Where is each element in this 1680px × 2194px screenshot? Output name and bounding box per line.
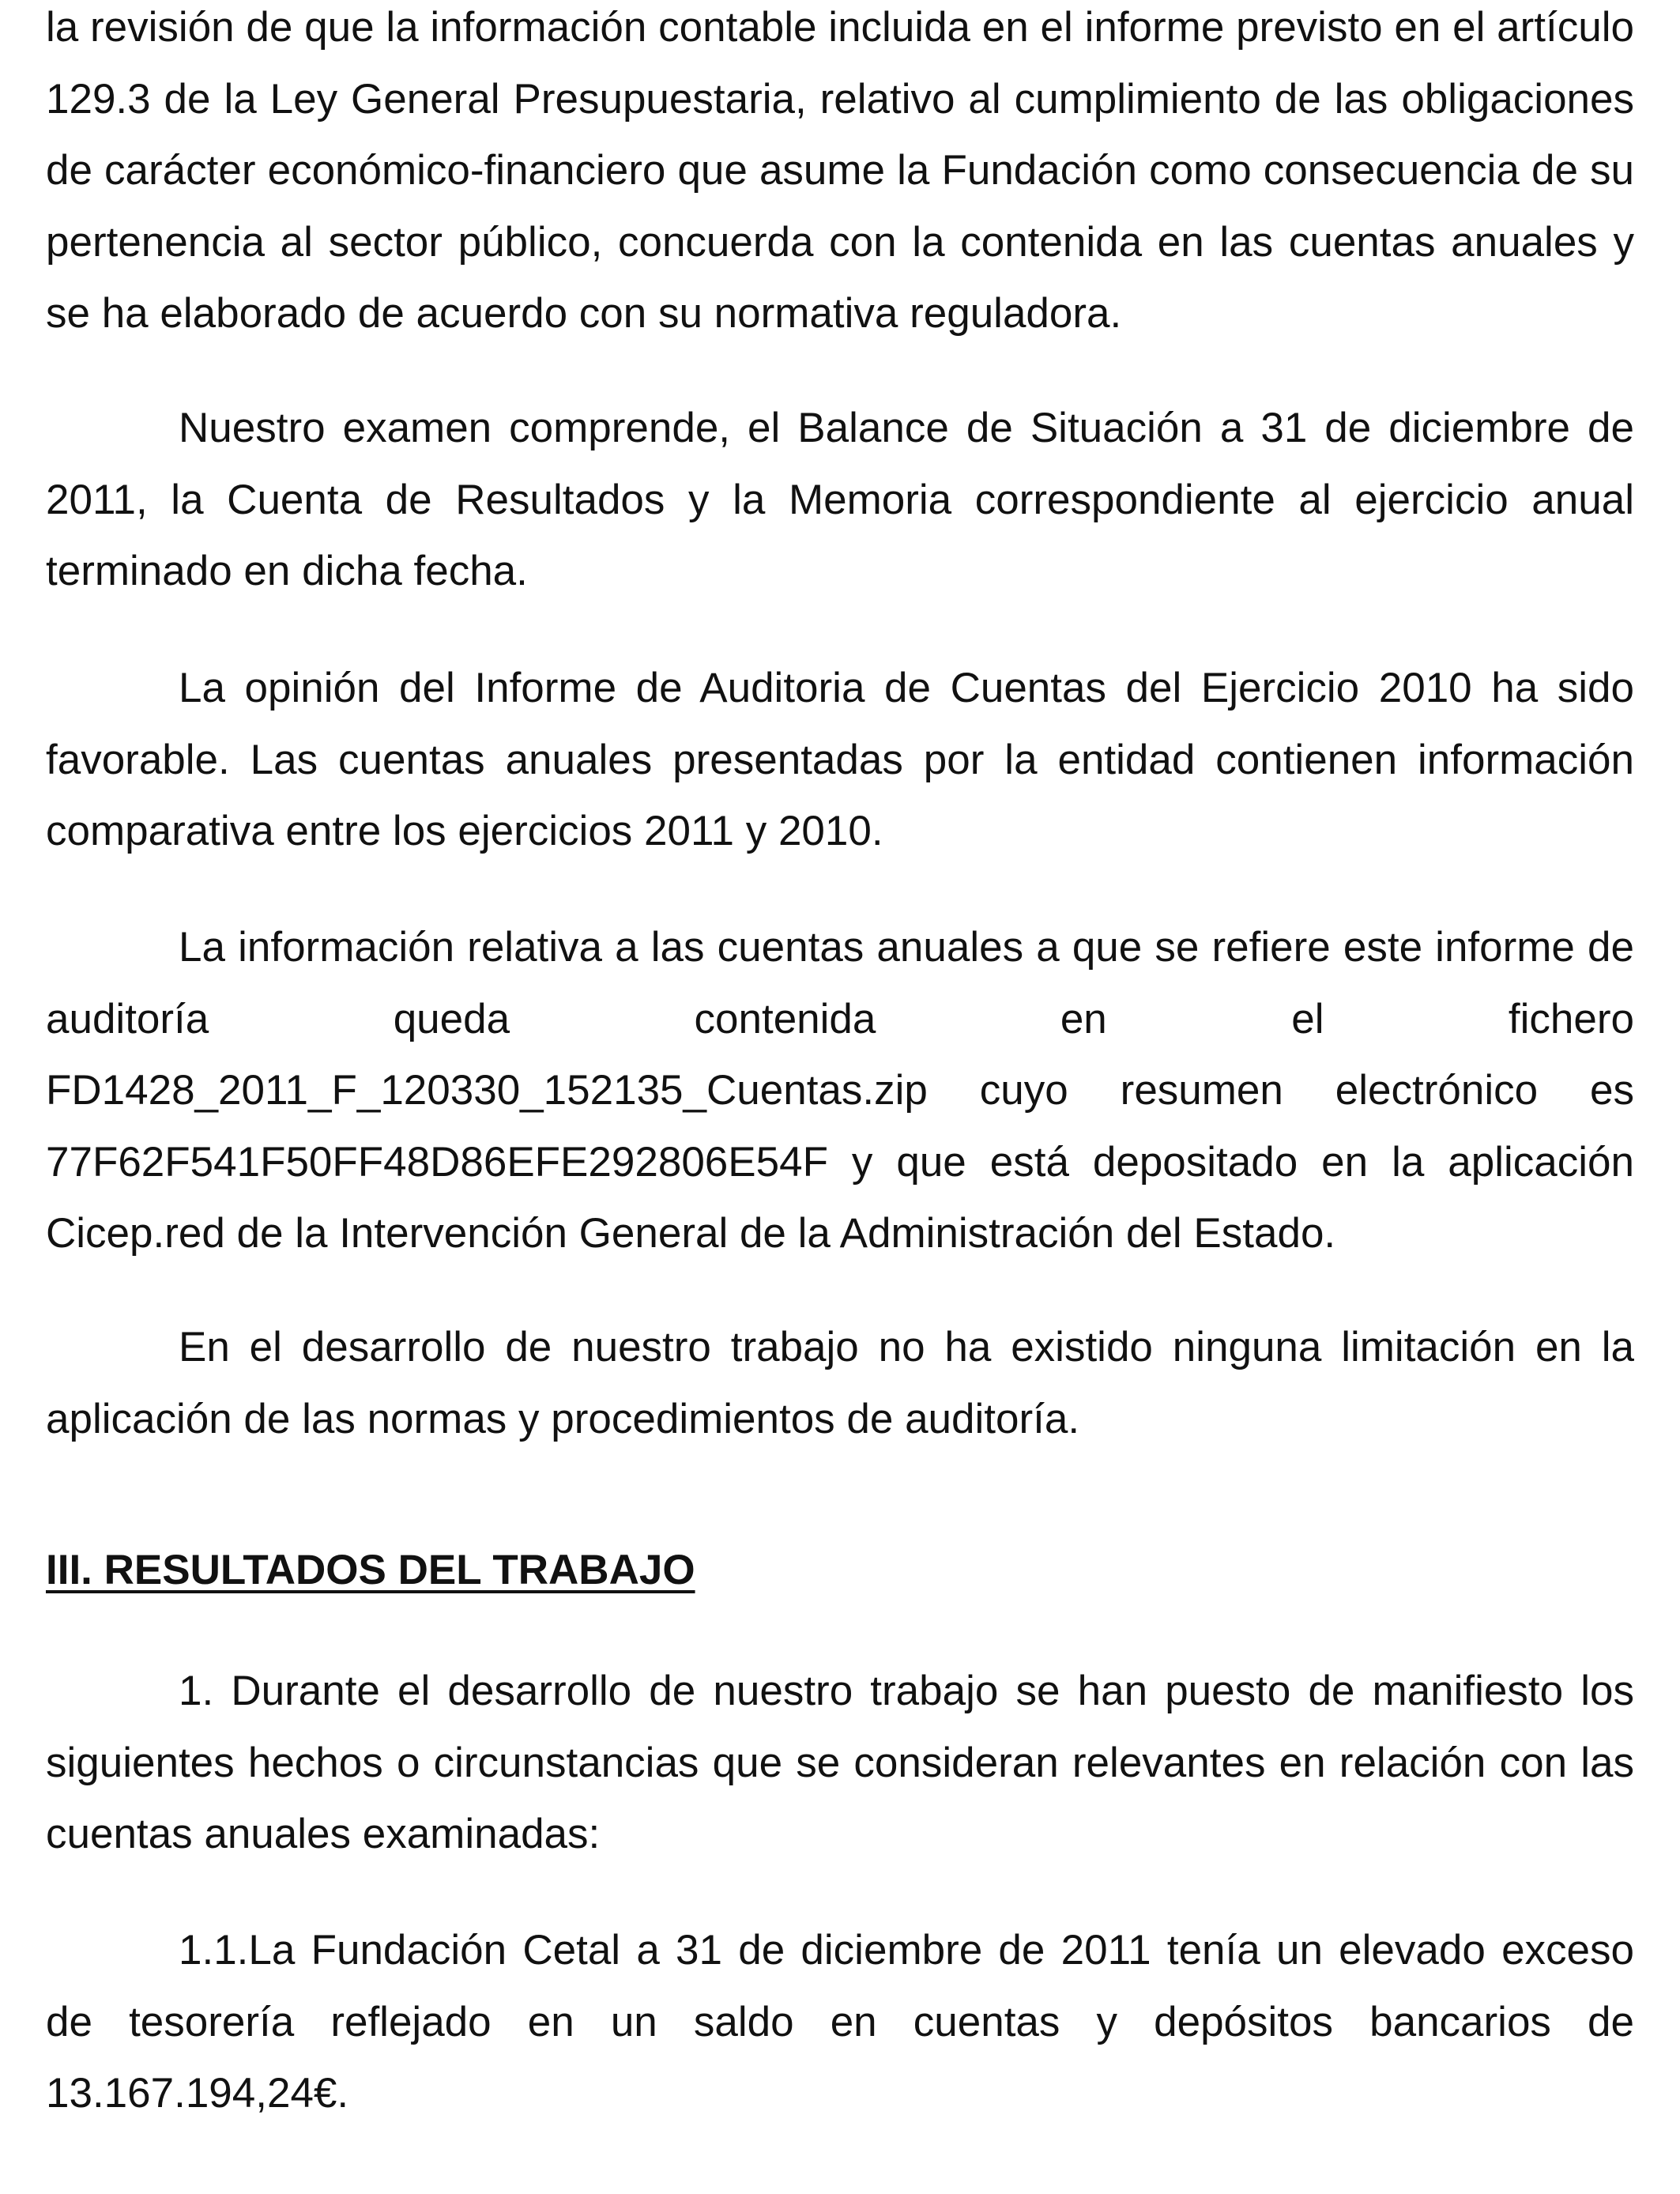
paragraph-fichero-line: 77F62F541F50FF48D86EFE292806E54F y que está depositado en la aplicación xyxy=(46,1138,1634,1186)
paragraph-tesoreria: 1.1.La Fundación Cetal a 31 de diciembre de 2011 tenía un elevado exceso de tesorería reflejado en un saldo en cuentas y depósitos bancarios de 13.167.194,24€. xyxy=(46,1927,1634,2117)
paragraph-hechos: 1. Durante el desarrollo de nuestro trabajo se han puesto de manifiesto los siguientes hechos o circunstancias que se consideran relevantes en relación con las cuentas anuales examinadas: xyxy=(46,1668,1634,1857)
section-heading: III. RESULTADOS DEL TRABAJO xyxy=(46,1547,695,1593)
paragraph-fichero-line: Cicep.red de la Intervención General de la Administración del Estado. xyxy=(46,1210,1336,1257)
paragraph-examen: Nuestro examen comprende, el Balance de Situación a 31 de diciembre de 2011, la Cuenta de Resultados y la Memoria correspondiente al ejercicio anual terminado en dicha fecha. xyxy=(46,405,1634,594)
paragraph-fichero-line: FD1428_2011_F_120330_152135_Cuentas.zip cuyo resumen electrónico es xyxy=(46,1067,1634,1114)
paragraph-fichero-line: auditoría queda contenida en el fichero xyxy=(46,995,1634,1042)
paragraph-opinion: La opinión del Informe de Auditoria de Cuentas del Ejercicio 2010 ha sido favorable. Las cuentas anuales presentadas por la entidad contienen información comparativa entre los ejercicios 2011 y 2010. xyxy=(46,665,1634,854)
paragraph-fichero-line: La información relativa a las cuentas anuales a que se refiere este informe de xyxy=(179,924,1634,971)
paragraph-limitacion: En el desarrollo de nuestro trabajo no ha existido ninguna limitación en la aplicación de las normas y procedimientos de auditoría. xyxy=(46,1324,1634,1442)
paragraph-fichero xyxy=(46,912,1634,1270)
paragraph-revision: la revisión de que la información contable incluida en el informe previsto en el artículo 129.3 de la Ley General Presupuestaria, relativo al cumplimiento de las obligaciones de carácter económico-financiero que asume la Fundación como consecuencia de su pertenencia al sector público, concuerda con la contenida en las cuentas anuales y se ha elaborado de acuerdo con su normativa reguladora. xyxy=(46,4,1634,337)
